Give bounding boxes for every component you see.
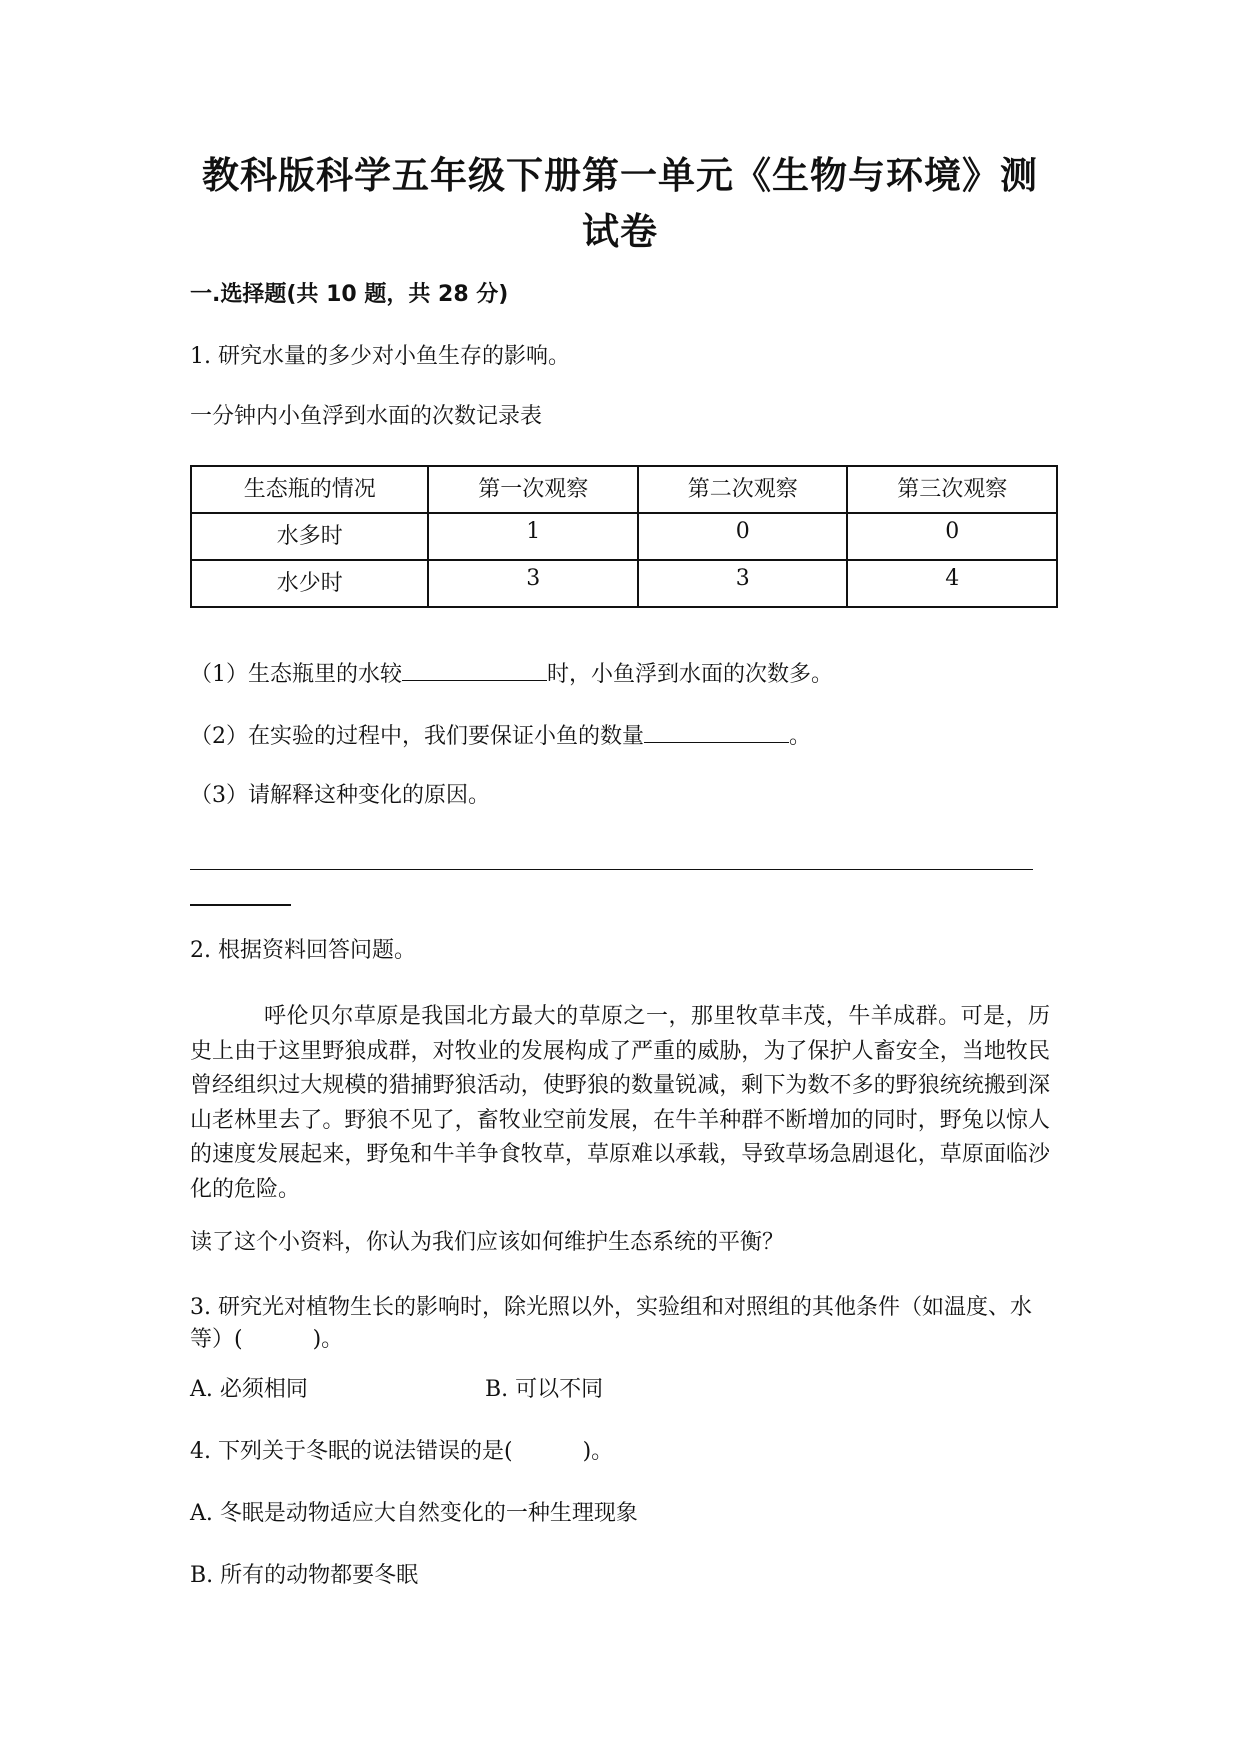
table-cell: 0 [638,513,848,560]
q4-stem-end: )。 [582,1439,614,1464]
table-header-row [191,466,1057,513]
table-cell: 0 [847,513,1057,560]
table-cell: 水少时 [191,560,428,607]
q3-stem [190,1292,1050,1356]
table-header-cell: 生态瓶的情况 [191,466,428,513]
q1-sub2-text-before: （2）在实验的过程中，我们要保证小鱼的数量 [190,724,644,749]
q1-sub1-blank[interactable] [402,658,547,681]
table-cell: 3 [638,560,848,607]
table-cell: 水多时 [191,513,428,560]
q1-stem: 1. 研究水量的多少对小鱼生存的影响。 [190,344,570,369]
q1-sub2-blank[interactable] [644,720,789,743]
q3-option-a[interactable]: A. 必须相同 [190,1377,308,1402]
q1-sub2 [190,720,811,752]
q1-sub1-text-after: 时，小鱼浮到水面的次数多。 [547,662,834,687]
section-heading: 一.选择题(共 10 题，共 28 分) [190,282,509,307]
table-row [191,513,1057,560]
table-cell: 3 [428,560,638,607]
q2-question: 读了这个小资料，你认为我们应该如何维护生态系统的平衡？ [190,1230,785,1255]
q1-table-caption: 一分钟内小鱼浮到水面的次数记录表 [190,404,543,429]
observation-table [190,465,1058,608]
page-title [190,148,1050,260]
table-row [191,560,1057,607]
q3-option-b[interactable]: B. 可以不同 [485,1377,604,1402]
table-cell: 4 [847,560,1057,607]
q4-stem [190,1437,613,1467]
answer-line[interactable] [190,869,1033,870]
title-line-1: 教科版科学五年级下册第一单元《生物与环境》测 [202,154,1038,197]
q1-sub1 [190,658,833,690]
answer-line-end[interactable] [190,904,291,906]
q1-sub1-text-before: （1）生态瓶里的水较 [190,662,402,687]
q3-stem-text: 3. 研究光对植物生长的影响时，除光照以外，实验组和对照组的其他条件（如温度、水等）( [190,1295,1032,1352]
q4-stem-text: 4. 下列关于冬眠的说法错误的是( [190,1439,513,1464]
q2-passage: 呼伦贝尔草原是我国北方最大的草原之一，那里牧草丰茂，牛羊成群。可是，历史上由于这里野狼成群，对牧业的发展构成了严重的威胁，为了保护人畜安全，当地牧民曾经组织过大规模的猎捕野狼活动，使野狼的数量锐减，剩下为数不多的野狼统统搬到深山老林里去了。野狼不见了，畜牧业空前发展，在牛羊种群不断增加的同时，野兔以惊人的速度发展起来，野兔和牛羊争食牧草，草原难以承载，导致草场急剧退化，草原面临沙化的危险。 [190,1004,1050,1202]
q1-sub3: （3）请解释这种变化的原因。 [190,783,490,808]
title-line-2: 试卷 [582,210,658,253]
table-header-cell: 第三次观察 [847,466,1057,513]
table-header-cell: 第二次观察 [638,466,848,513]
table-header-cell: 第一次观察 [428,466,638,513]
q1-sub2-text-after: 。 [789,724,812,749]
table-cell: 1 [428,513,638,560]
q3-stem-end: )。 [312,1327,344,1352]
q4-option-b[interactable]: B. 所有的动物都要冬眠 [190,1563,419,1588]
q4-option-a[interactable]: A. 冬眠是动物适应大自然变化的一种生理现象 [190,1501,638,1526]
q2-stem: 2. 根据资料回答问题。 [190,938,416,963]
